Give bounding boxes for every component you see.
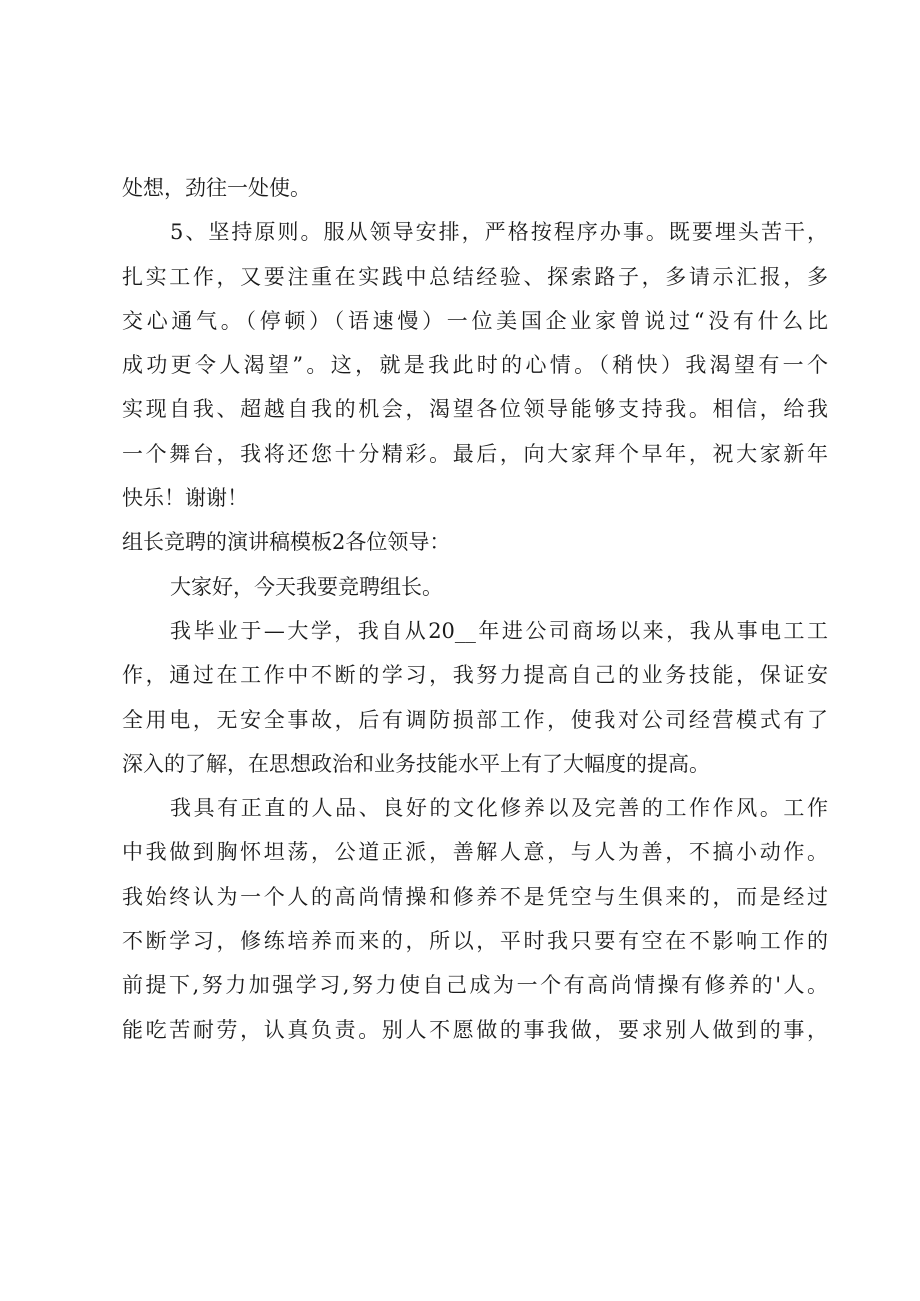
text-line: 能吃苦耐劳，认真负责。别人不愿做的事我做，要求别人做到的事， <box>122 1017 828 1042</box>
text-line: 快乐！谢谢！ <box>122 486 248 511</box>
text-line: 交心通气。（停顿）（语速慢）一位美国企业家曾说过“没有什么比 <box>122 308 828 333</box>
text-line: 扎实工作，又要注重在实践中总结经验、探索路子，多请示汇报，多 <box>122 264 828 289</box>
paragraph-first-line: 大家好，今天我要竞聘组长。 <box>170 574 443 599</box>
paragraph-first-line: 我具有正直的人品、良好的文化修养以及完善的工作作风。工作 <box>170 796 828 821</box>
paragraph-first-line: 5、坚持原则。服从领导安排，严格按程序办事。既要埋头苦干， <box>170 220 828 245</box>
text-line: 处想，劲往一处使。 <box>122 176 311 200</box>
text-line: 前提下,努力加强学习,努力使自己成为一个有高尚情操有修养的'人。 <box>122 973 828 998</box>
text-line: 中我做到胸怀坦荡，公道正派，善解人意，与人为善，不搞小动作。 <box>122 840 828 865</box>
text-line: 作，通过在工作中不断的学习，我努力提高自己的业务技能，保证安 <box>122 663 828 688</box>
section-heading: 组长竞聘的演讲稿模板2各位领导： <box>122 530 451 555</box>
text-line: 成功更令人渴望”。这，就是我此时的心情。（稍快）我渴望有一个 <box>122 353 828 378</box>
body-text <box>122 166 828 1052</box>
text-line: 不断学习，修练培养而来的，所以，平时我只要有空在不影响工作的 <box>122 929 828 954</box>
text-line: 全用电，无安全事故，后有调防损部工作，使我对公司经营模式有了 <box>122 707 828 732</box>
text-line: 实现自我、超越自我的机会，渴望各位领导能够支持我。相信，给我 <box>122 397 828 422</box>
text-line: 深入的了解，在思想政治和业务技能水平上有了大幅度的提高。 <box>122 751 710 776</box>
paragraph-first-line: 我毕业于—大学，我自从20__年进公司商场以来，我从事电工工 <box>170 618 828 643</box>
text-line: 一个舞台，我将还您十分精彩。最后，向大家拜个早年，祝大家新年 <box>122 441 828 466</box>
text-line: 我始终认为一个人的高尚情操和修养不是凭空与生俱来的，而是经过 <box>122 884 828 909</box>
